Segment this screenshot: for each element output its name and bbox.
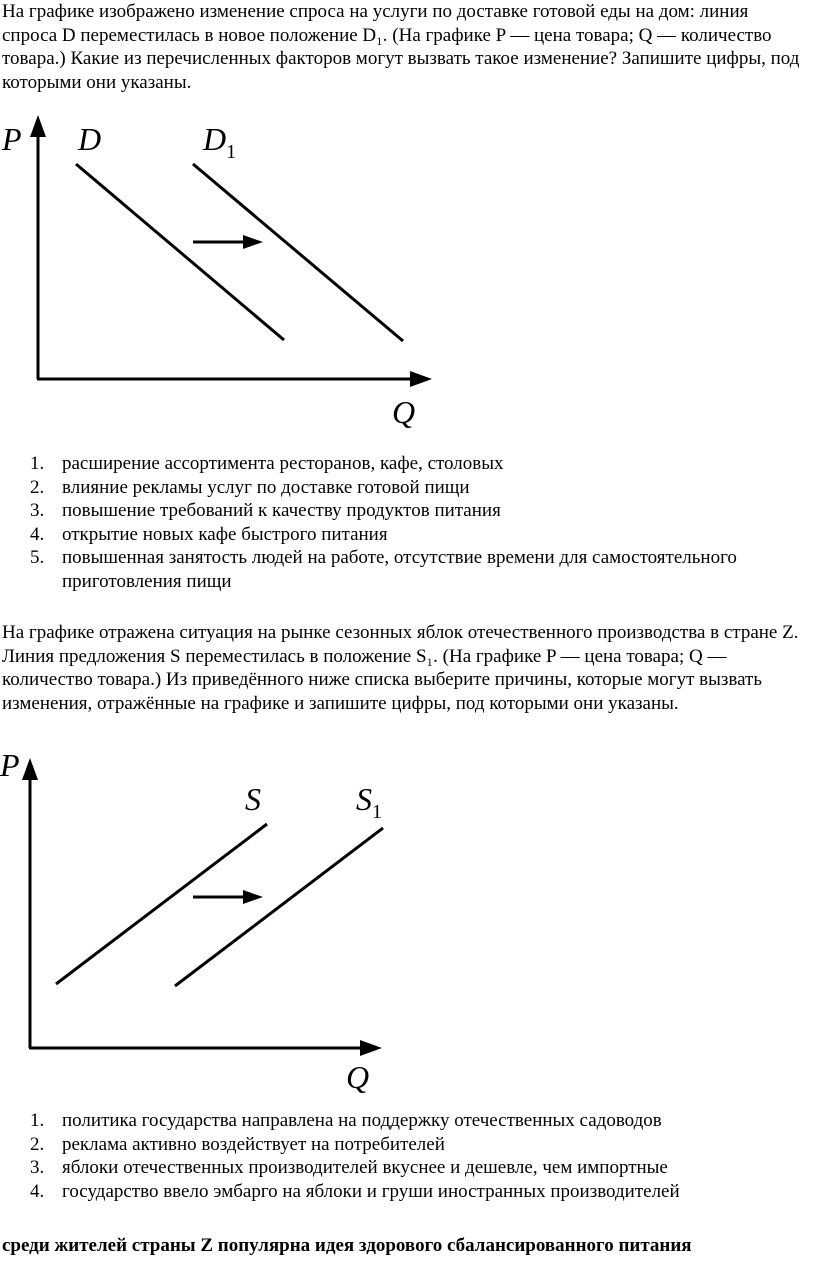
question1-text: На графике изображено изменение спроса на услуги по доставке готовой еды на дом: линия спроса D переместилась в новое положение D₁. (На графике P — цена товара; Q — количество товара.) Какие из перечисленных факторов могут вызвать такое изменение? Запишите цифры, под которыми они указаны. xyxy=(2,1,800,93)
option-item: 4. государство ввело эмбарго на яблоки и груши иностранных производителей xyxy=(30,1180,680,1202)
supply-shift-graph xyxy=(0,747,400,1095)
supply-line-shifted-label: $S_1$ xyxy=(356,781,382,823)
demand-line xyxy=(76,164,284,340)
trailing-bold-line: среди жителей страны Z популярна идея здорового сбалансированного питания xyxy=(2,1235,692,1256)
supply-line-shifted xyxy=(175,828,383,986)
option-item: 1. расширение ассортимента ресторанов, кафе, столовых xyxy=(30,453,504,474)
question1-options xyxy=(0,452,810,593)
demand-line-shifted-subscript: 1 xyxy=(226,141,237,163)
y-axis-arrowhead xyxy=(22,758,38,780)
option-item: 3. повышение требований к качеству продуктов питания xyxy=(30,500,501,521)
x-axis-label: Q xyxy=(346,1059,370,1095)
demand-line-shifted-label: $D_1$ xyxy=(203,121,237,163)
question2-options xyxy=(0,1109,810,1203)
x-axis-arrowhead xyxy=(360,1040,382,1056)
shift-arrow-head xyxy=(243,235,263,249)
option-item: 4. открытие новых кафе быстрого питания xyxy=(30,523,388,545)
question2-text: На графике отражена ситуация на рынке сезонных яблок отечественного производства в стране Z. Линия предложения S переместилась в положение S₁. (На графике P — цена товара; Q — количество товара.) Из приведённого ниже списка выберите причины, которые могут вызвать изменения, отражённые на графике и запишите цифры, под которыми они указаны. xyxy=(2,622,799,714)
supply-line xyxy=(56,824,267,984)
option-item: 3. яблоки отечественных производителей вкуснее и дешевле, чем импортные xyxy=(30,1157,668,1178)
supply-line-shifted-subscript: 1 xyxy=(372,801,382,823)
x-axis-label: Q xyxy=(392,394,416,430)
option-item: 5. повышенная занятость людей на работе, отсутствие времени для самостоятельного приготовления пищи xyxy=(30,547,737,592)
demand-line-label: D xyxy=(78,121,102,157)
option-item: 2. реклама активно воздействует на потребителей xyxy=(30,1133,445,1155)
x-axis-arrowhead xyxy=(410,371,432,387)
shift-arrow-head xyxy=(243,890,263,904)
supply-line-label: S xyxy=(245,781,261,817)
option-item: 2. влияние рекламы услуг по доставке готовой пищи xyxy=(30,476,470,498)
y-axis-arrowhead xyxy=(30,115,46,137)
y-axis-label: P xyxy=(2,121,22,157)
y-axis-label: P xyxy=(0,747,20,783)
option-item: 1. политика государства направлена на поддержку отечественных садоводов xyxy=(30,1110,662,1131)
demand-line-shifted xyxy=(193,164,403,341)
demand-shift-graph xyxy=(0,105,440,435)
